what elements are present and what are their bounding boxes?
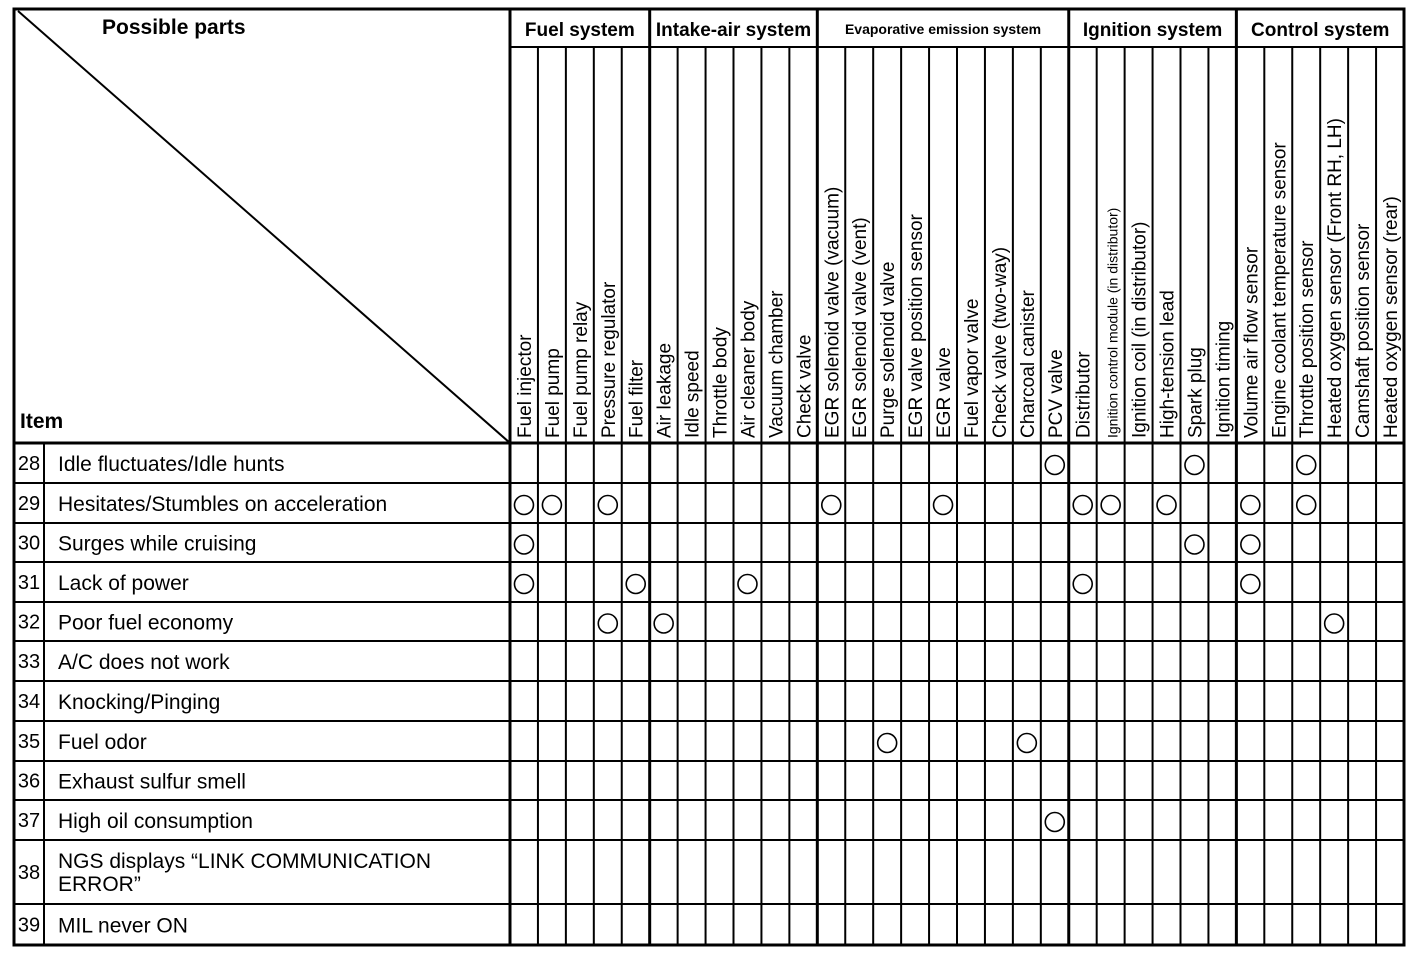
part-label-20: Distributor xyxy=(1073,351,1095,438)
part-label-30: Camshaft position sensor xyxy=(1353,223,1375,438)
possible-cause-mark xyxy=(1073,575,1092,594)
part-label-19: PCV valve xyxy=(1045,349,1067,438)
row-number: 32 xyxy=(17,611,41,634)
row-label: Exhaust sulfur smell xyxy=(58,770,246,794)
row-label: Surges while cruising xyxy=(58,532,257,556)
part-label-11: EGR solenoid valve (vacuum) xyxy=(822,186,844,438)
row-label: A/C does not work xyxy=(58,651,230,674)
part-label-22: Ignition coil (in distributor) xyxy=(1129,221,1151,438)
row-label: Knocking/Pinging xyxy=(58,691,221,714)
possible-cause-mark xyxy=(1325,614,1344,633)
row-label: Idle fluctuates/Idle hunts xyxy=(58,453,285,476)
possible-cause-mark xyxy=(626,575,645,594)
row-number: 28 xyxy=(17,453,41,475)
group-header-1: Intake-air system xyxy=(655,20,812,41)
part-label-8: Air cleaner body xyxy=(738,300,760,438)
possible-cause-mark xyxy=(1241,575,1260,594)
possible-cause-mark xyxy=(514,535,533,554)
row-label: NGS displays “LINK COMMUNICATION xyxy=(58,850,431,873)
possible-cause-mark xyxy=(542,496,561,515)
possible-cause-mark xyxy=(1241,535,1260,554)
row-label: Poor fuel economy xyxy=(58,611,234,635)
possible-cause-mark xyxy=(1241,496,1260,515)
header-diagonal-line xyxy=(18,11,510,443)
row-number: 33 xyxy=(17,651,41,673)
row-label: High oil consumption xyxy=(58,810,253,833)
possible-cause-mark xyxy=(654,614,673,633)
part-label-26: Volume air flow sensor xyxy=(1241,246,1263,438)
possible-cause-mark xyxy=(822,496,841,515)
part-label-16: Fuel vapor valve xyxy=(961,298,983,438)
part-label-21: Ignition control module (in distributor) xyxy=(1104,207,1121,438)
row-number: 39 xyxy=(17,914,41,937)
group-header-2: Evaporative emission system xyxy=(844,21,1042,37)
possible-cause-mark xyxy=(1017,734,1036,753)
part-label-2: Fuel pump relay xyxy=(570,301,592,438)
part-label-25: Ignition timing xyxy=(1213,320,1235,438)
row-label: Hesitates/Stumbles on acceleration xyxy=(58,493,388,516)
possible-cause-mark xyxy=(1185,456,1204,475)
table-outer-border xyxy=(14,9,1404,945)
possible-cause-mark xyxy=(514,575,533,594)
row-number: 31 xyxy=(17,572,41,594)
row-number: 36 xyxy=(17,770,41,793)
part-label-23: High-tension lead xyxy=(1157,290,1179,438)
group-header-0: Fuel system xyxy=(524,20,635,41)
part-label-0: Fuel injector xyxy=(514,334,536,438)
part-label-14: EGR valve position sensor xyxy=(906,214,928,438)
part-label-7: Throttle body xyxy=(710,327,732,438)
part-label-17: Check valve (two-way) xyxy=(989,246,1011,438)
part-label-13: Purge solenoid valve xyxy=(878,261,900,438)
possible-cause-mark xyxy=(1045,813,1064,832)
row-number: 37 xyxy=(17,810,41,832)
possible-cause-mark xyxy=(598,614,617,633)
row-label: Lack of power xyxy=(58,572,189,595)
possible-cause-mark xyxy=(1157,496,1176,515)
part-label-4: Fuel filter xyxy=(626,359,648,438)
possible-cause-mark xyxy=(1297,456,1316,475)
row-number: 30 xyxy=(17,532,41,555)
possible-cause-mark xyxy=(1297,496,1316,515)
possible-cause-mark xyxy=(1101,496,1120,515)
part-label-15: EGR valve xyxy=(934,347,956,438)
possible-cause-mark xyxy=(1073,496,1092,515)
row-number: 35 xyxy=(17,731,41,753)
row-number: 38 xyxy=(17,862,41,884)
part-label-24: Spark plug xyxy=(1185,347,1207,438)
row-number: 29 xyxy=(17,493,41,515)
part-label-28: Throttle position sensor xyxy=(1297,240,1319,438)
part-label-6: Idle speed xyxy=(682,350,704,438)
part-label-1: Fuel pump xyxy=(542,348,564,438)
possible-cause-mark xyxy=(1185,535,1204,554)
row-number: 34 xyxy=(17,691,41,713)
part-label-3: Pressure regulator xyxy=(598,281,620,438)
possible-cause-mark xyxy=(738,575,757,594)
part-label-10: Check valve xyxy=(794,334,816,438)
part-label-12: EGR solenoid valve (vent) xyxy=(850,217,872,438)
possible-cause-mark xyxy=(514,496,533,515)
row-label: Fuel odor xyxy=(58,731,147,754)
possible-parts-heading: Possible parts xyxy=(102,16,246,39)
possible-cause-mark xyxy=(878,734,897,753)
possible-cause-mark xyxy=(598,496,617,515)
row-label: MIL never ON xyxy=(58,914,188,938)
group-header-4: Control system xyxy=(1251,20,1390,41)
group-header-3: Ignition system xyxy=(1082,20,1223,41)
part-label-9: Vacuum chamber xyxy=(766,290,788,438)
part-label-29: Heated oxygen sensor (Front RH, LH) xyxy=(1325,118,1347,438)
possible-cause-mark xyxy=(1045,456,1064,475)
possible-cause-mark xyxy=(934,496,953,515)
row-label: ERROR” xyxy=(58,873,141,896)
part-label-27: Engine coolant temperature sensor xyxy=(1269,142,1291,438)
part-label-5: Air leakage xyxy=(654,342,676,438)
item-heading: Item xyxy=(20,410,64,433)
part-label-18: Charcoal canister xyxy=(1017,290,1039,438)
part-label-31: Heated oxygen sensor (rear) xyxy=(1381,196,1403,438)
